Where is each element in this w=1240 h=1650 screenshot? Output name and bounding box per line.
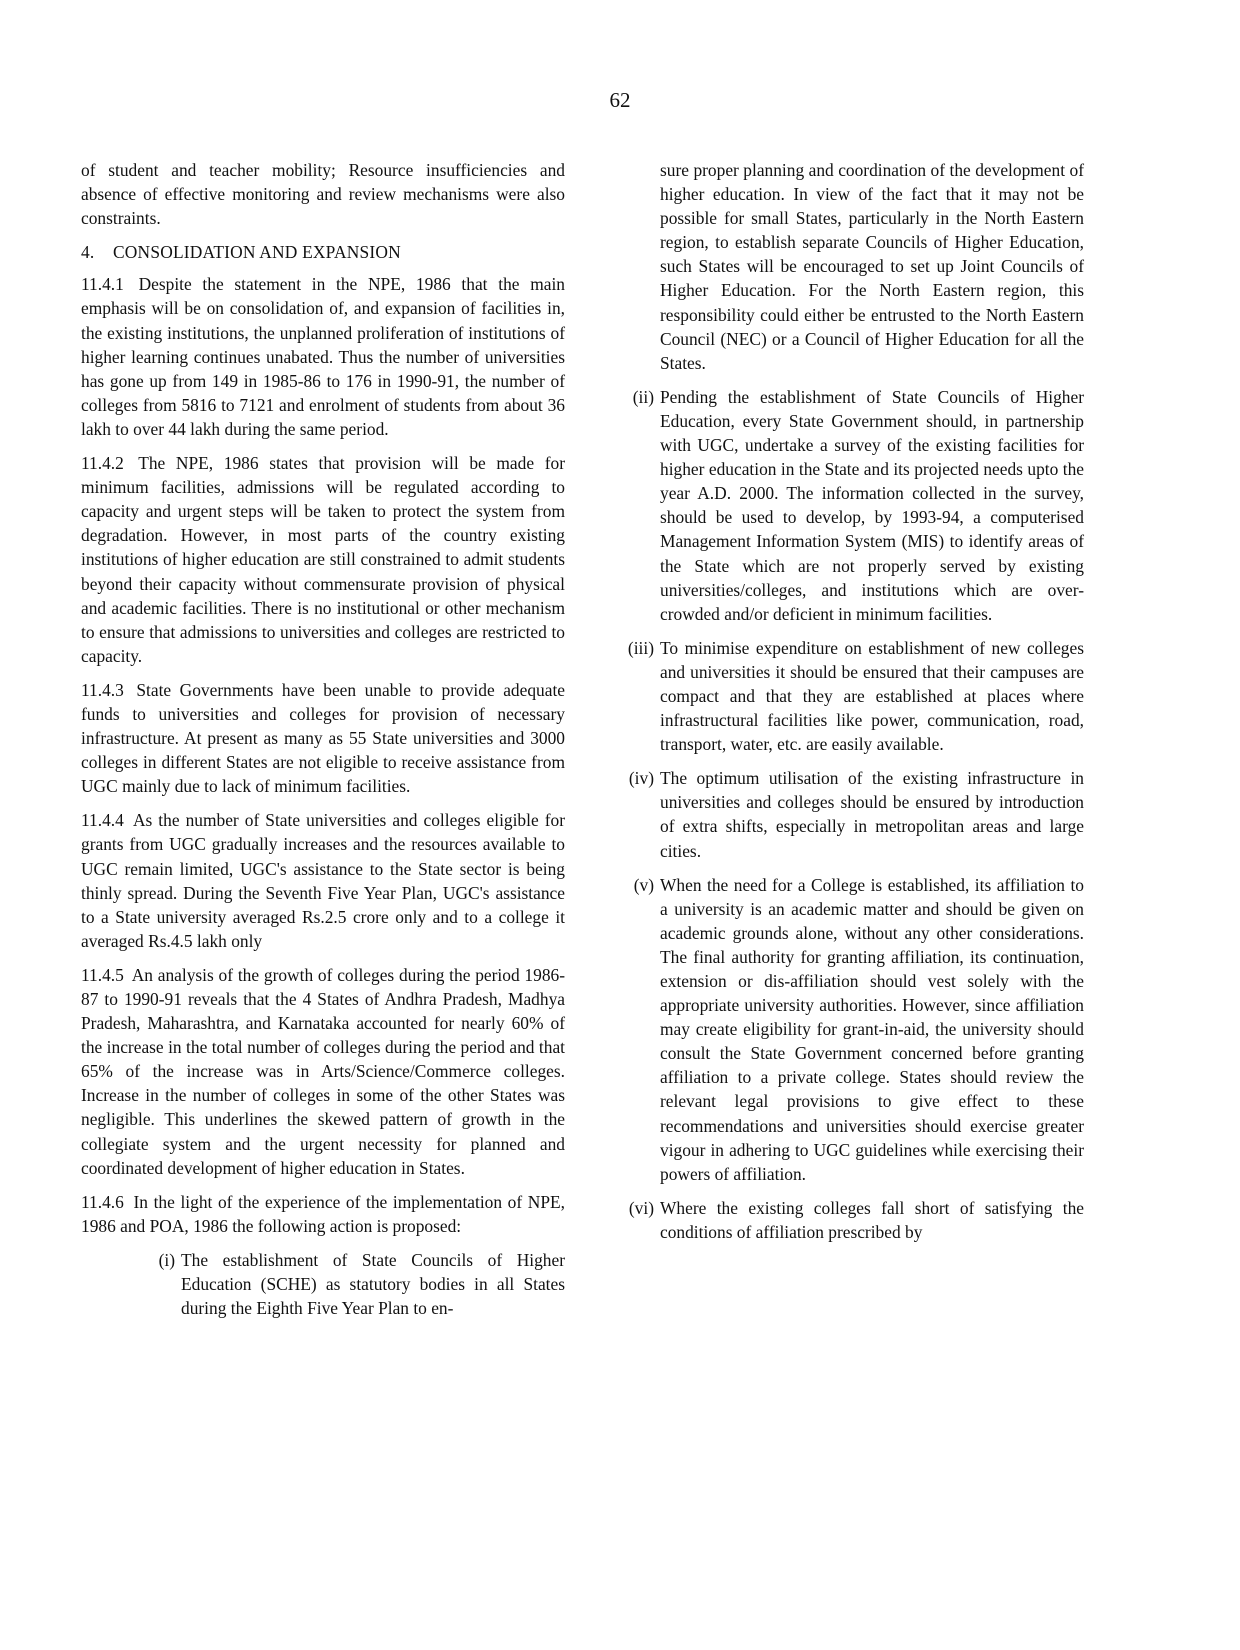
section-title: CONSOLIDATION AND EXPANSION bbox=[113, 242, 401, 263]
paragraph-11-4-3 bbox=[81, 678, 565, 798]
paragraph-number: 11.4.2 bbox=[81, 453, 124, 474]
paragraph-text: Despite the statement in the NPE, 1986 that the main emphasis will be on consolidation of, and expansion of facilities in, the existing institutions, the unplanned proliferation of institutions of higher learning continues unabated. Thus the number of universities has gone up from 149 in 1985-86 to 176 in 1990-91, the number of colleges from 5816 to 7121 and enrolment of students from about 36 lakh to over 44 lakh during the same period. bbox=[81, 274, 565, 439]
section-heading bbox=[81, 240, 565, 264]
right-column bbox=[627, 158, 1084, 1254]
list-text: To minimise expenditure on establishment of new colleges and universities it should be ensured that their campuses are compact and that they are established at places where infrastructural facilities like power, communication, road, transport, water, etc. are easily available. bbox=[660, 637, 1084, 755]
continuation-paragraph: sure proper planning and coordination of the development of higher education. In view of the fact that it may not be possible for small States, particularly in the North Eastern region, to establish separate Councils of Higher Education, such States will be encouraged to set up Joint Councils of Higher Education. For the North Eastern region, this responsibility could either be entrusted to the North Eastern Council (NEC) or a Council of Higher Education for all the States. bbox=[660, 160, 1084, 373]
paragraph-11-4-4 bbox=[81, 808, 565, 953]
section-number: 4. bbox=[81, 242, 95, 263]
paragraph-number: 11.4.3 bbox=[81, 679, 124, 700]
list-text: The establishment of State Councils of Higher Education (SCHE) as statutory bodies in all States during the Eighth Five Year Plan to en- bbox=[181, 1249, 565, 1319]
list-item-iii bbox=[614, 636, 1084, 756]
list-item-iv bbox=[614, 766, 1084, 862]
paragraph-number: 11.4.4 bbox=[81, 810, 124, 831]
page-number: 62 bbox=[609, 88, 631, 112]
left-column bbox=[81, 158, 565, 1330]
paragraph-text: An analysis of the growth of colleges during the period 1986-87 to 1990-91 reveals that the 4 States of Andhra Pradesh, Madhya Pradesh, Maharashtra, and Karnataka accounted for nearly 60% of the increase in the total number of colleges during the period and that 65% of the increase was in Arts/Science/Commerce colleges. Increase in the number of colleges in some of the other States was negligible. This underlines the skewed pattern of growth in the collegiate system and the urgent necessity for planned and coordinated development of higher education in States. bbox=[81, 964, 566, 1178]
paragraph-number: 11.4.1 bbox=[81, 274, 124, 295]
list-marker: (iv) bbox=[628, 768, 654, 789]
paragraph-text: As the number of State universities and colleges eligible for grants from UGC gradually increases and the resources available to UGC remain limited, UGC's assistance to the State sector is being thinly spread. During the Seventh Five Year Plan, UGC's assistance to a State university averaged Rs.2.5 crore only and to a college it averaged Rs.4.5 lakh only bbox=[81, 810, 566, 951]
paragraph-11-4-1 bbox=[81, 272, 565, 441]
list-text: When the need for a College is established, its affiliation to a university is an academic matter and should be given on academic grounds alone, without any other considerations. The final authority for granting affiliation, its continuation, extension or dis-affiliation should vest solely with the appropriate university authorities. However, since affiliation may create eligibility for grant-in-aid, the university should consult the State Government concerned before granting affiliation to a private college. States should review the relevant legal provisions to give effect to these recommendations and universities should exercise greater vigour in adhering to UGC guidelines while exercising their powers of affiliation. bbox=[660, 874, 1084, 1184]
list-marker: (v) bbox=[633, 874, 654, 895]
list-text: Pending the establishment of State Councils of Higher Education, every State Government should, in partnership with UGC, undertake a survey of the existing facilities for higher education in the State and its projected needs upto the year A.D. 2000. The information collected in the survey, should be used to develop, by 1993-94, a computerised Management Information System (MIS) to identify areas of the State which are not properly served by existing universities/colleges, and institutions which are over-crowded and/or deficient in minimum facilities. bbox=[660, 386, 1084, 624]
list-marker: (vi) bbox=[628, 1197, 654, 1218]
list-marker: (ii) bbox=[632, 386, 654, 407]
paragraph-text: The NPE, 1986 states that provision will be made for minimum facilities, admissions will be regulated according to capacity and urgent steps will be taken to protect the system from degradation. However, in most parts of the country existing institutions of higher education are still constrained to admit students beyond their capacity without commensurate provision of physical and academic facilities. There is no institutional or other mechanism to ensure that admissions to universities and colleges are restricted to capacity. bbox=[81, 453, 565, 666]
list-item-v bbox=[614, 873, 1084, 1186]
paragraph-11-4-2 bbox=[81, 451, 565, 668]
list-text: The optimum utilisation of the existing infrastructure in universities and colleges should be ensured by introduction of extra shifts, especially in metropolitan areas and large cities. bbox=[660, 768, 1084, 861]
paragraph-number: 11.4.5 bbox=[81, 964, 124, 985]
paragraph-11-4-5 bbox=[81, 963, 565, 1180]
list-item-i bbox=[141, 1248, 565, 1320]
list-marker: (i) bbox=[158, 1249, 175, 1270]
intro-paragraph: of student and teacher mobility; Resource insufficiencies and absence of effective monitoring and review mechanisms were also constraints. bbox=[81, 160, 565, 229]
paragraph-text: State Governments have been unable to provide adequate funds to universities and colleges for provision of necessary infrastructure. At present as many as 55 State universities and 3000 colleges in different States are not eligible to receive assistance from UGC mainly due to lack of minimum facilities. bbox=[81, 679, 565, 797]
list-text: Where the existing colleges fall short of satisfying the conditions of affiliation prescribed by bbox=[660, 1197, 1084, 1242]
list-marker: (iii) bbox=[627, 637, 654, 658]
list-item-ii bbox=[614, 385, 1084, 626]
paragraph-text: In the light of the experience of the implementation of NPE, 1986 and POA, 1986 the following action is proposed: bbox=[81, 1191, 565, 1236]
paragraph-11-4-6 bbox=[81, 1190, 565, 1238]
list-item-vi bbox=[614, 1196, 1084, 1244]
paragraph-number: 11.4.6 bbox=[81, 1191, 124, 1212]
